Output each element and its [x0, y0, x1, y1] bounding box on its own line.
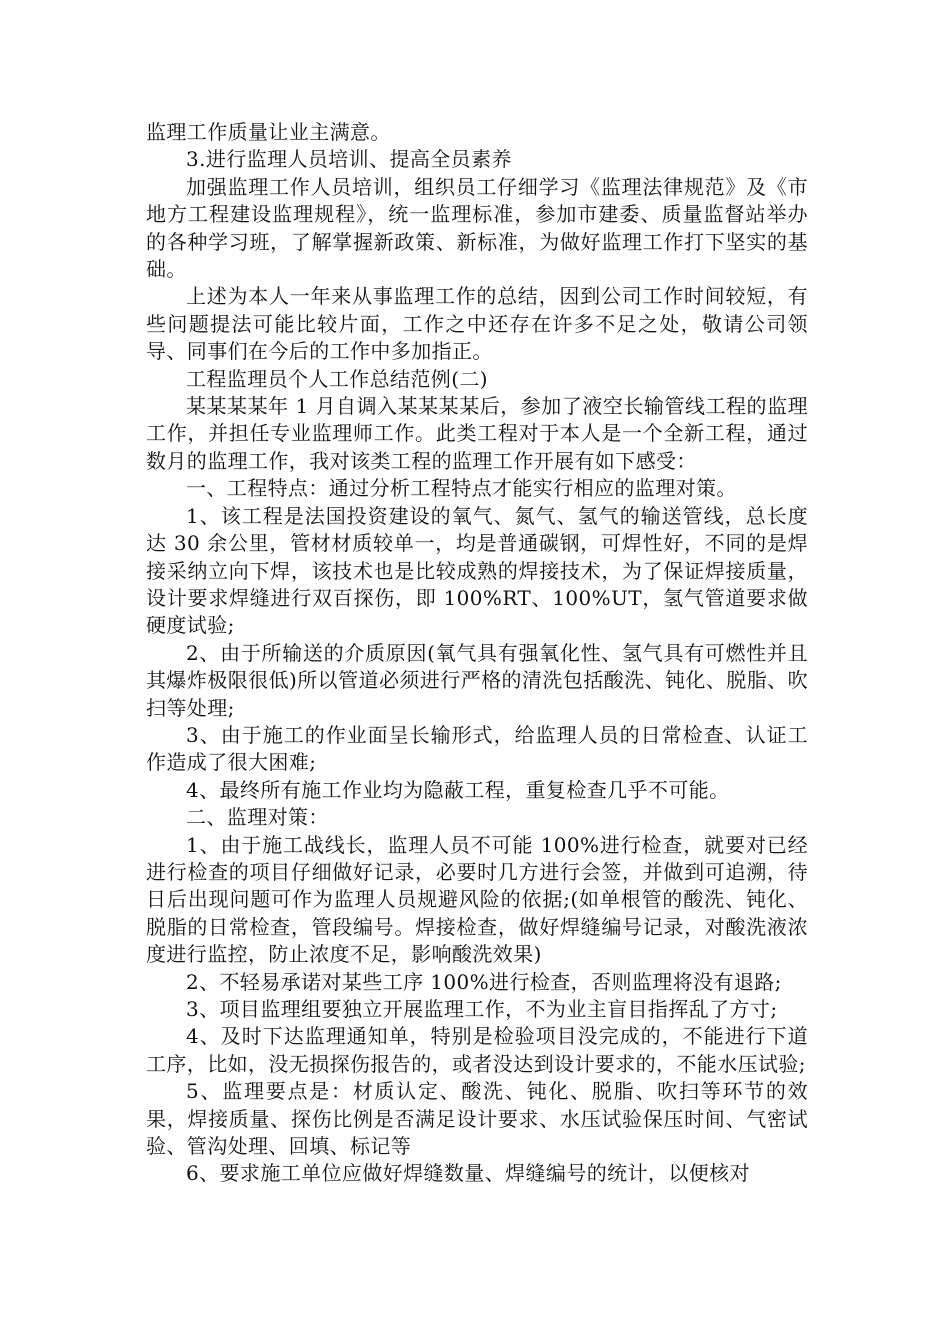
- section-heading: 二、监理对策：: [186, 805, 329, 830]
- list-item: 3、项目监理组要独立开展监理工作，不为业主盲目指挥乱了方寸;: [186, 997, 778, 1021]
- list-item: 6、要求施工单位应做好焊缝数量、焊缝编号的统计，以便核对: [186, 1161, 750, 1186]
- paragraph: 某某某某年 1 月自调入某某某某后，参加了液空长输管线工程的监理工作，并担任专业监理师工作。此类工程对于本人是一个全新工程，通过数月的监理工作，我对该类工程的监理工作开展有如下感受：: [146, 394, 808, 473]
- list-item: 3、由于施工的作业面呈长输形式，给监理人员的日常检查、认证工作造成了很大困难;: [146, 722, 808, 775]
- list-item: 4、及时下达监理通知单，特别是检验项目没完成的，不能进行下道工序，比如，没无损探伤报告的，或者没达到设计要求的，不能水压试验;: [146, 1024, 808, 1076]
- paragraph: 监理工作质量让业主满意。: [146, 120, 391, 144]
- list-item: 1、由于施工战线长，监理人员不可能 100%进行检查，就要对已经进行检查的项目仔细做好记录，必要时几方进行会签，并做到可追溯，待日后出现问题可作为监理人员规避风险的依据;(如单根管的酸洗、钝化、脱脂的日常检查，管段编号。焊接检查，做好焊缝编号记录，对酸洗液浓度进行监控，防止浓度不足，影响酸洗效果): [146, 832, 808, 967]
- list-item: 2、不轻易承诺对某些工序 100%进行检查，否则监理将没有退路;: [186, 969, 782, 994]
- document-body: [146, 119, 808, 1188]
- paragraph: 加强监理工作人员培训，组织员工仔细学习《监理法律规范》及《市地方工程建设监理规程》，统一监理标准，参加市建委、质量监督站举办的各种学习班，了解掌握新政策、新标准，为做好监理工作打下坚实的基础。: [146, 174, 808, 282]
- list-item: 4、最终所有施工作业均为隐蔽工程，重复检查几乎不可能。: [186, 777, 730, 802]
- section-heading: 3.进行监理人员培训、提高全员素养: [186, 147, 512, 172]
- section-title: 工程监理员个人工作总结范例(二): [186, 366, 489, 391]
- list-item: 1、该工程是法国投资建设的氧气、氮气、氢气的输送管线，总长度达 30 余公里，管材材质较单一，均是普通碳钢，可焊性好，不同的是焊接采纳立向下焊，该技术也是比较成熟的焊接技术，为了保证焊接质量，设计要求焊缝进行双百探伤，即 100%RT、100%UT，氢气管道要求做硬度试验;: [146, 503, 808, 638]
- list-item: 2、由于所输送的介质原因(氧气具有强氧化性、氢气具有可燃性并且其爆炸极限很低)所以管道必须进行严格的清洗包括酸洗、钝化、脱脂、吹扫等处理;: [146, 640, 808, 720]
- list-item: 5、监理要点是：材质认定、酸洗、钝化、脱脂、吹扫等环节的效果，焊接质量、探伤比例是否满足设计要求、水压试验保压时间、气密试验、管沟处理、回填、标记等: [146, 1079, 808, 1159]
- paragraph: 上述为本人一年来从事监理工作的总结，因到公司工作时间较短，有些问题提法可能比较片面，工作之中还存在许多不足之处，敬请公司领导、同事们在今后的工作中多加指正。: [146, 284, 808, 364]
- section-heading: 一、工程特点：通过分析工程特点才能实行相应的监理对策。: [186, 476, 737, 501]
